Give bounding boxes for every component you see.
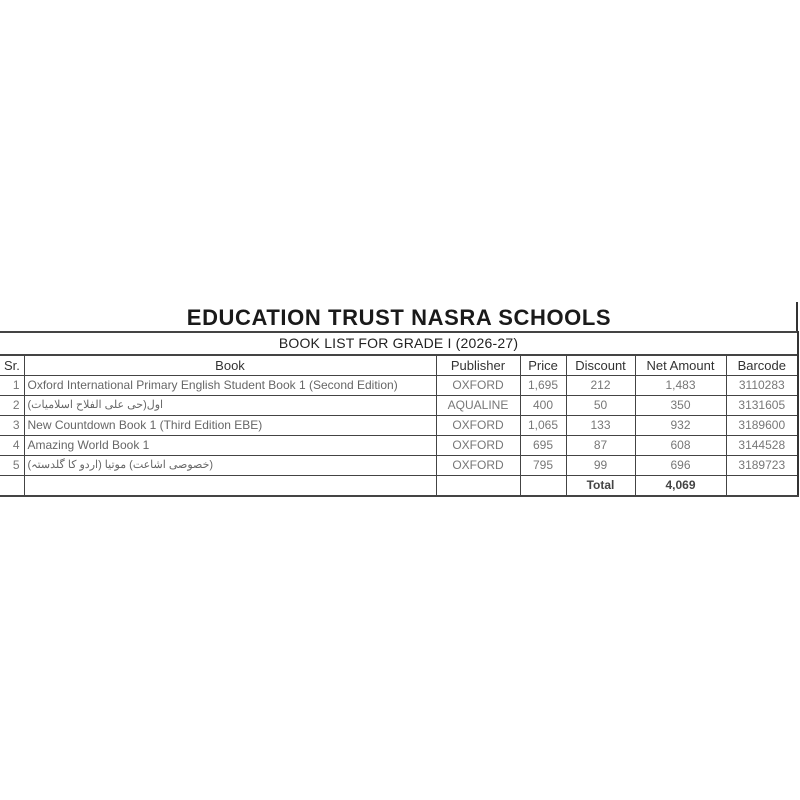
row-publisher: OXFORD — [436, 456, 520, 476]
total-net-amount: 4,069 — [635, 476, 726, 497]
total-row — [0, 476, 798, 497]
header-publisher: Publisher — [436, 355, 520, 376]
row-book — [24, 396, 436, 416]
row-net-amount: 350 — [635, 396, 726, 416]
book-list-table — [0, 331, 799, 497]
row-price: 695 — [520, 436, 566, 456]
row-barcode: 3189723 — [726, 456, 798, 476]
total-row-barcode-empty — [726, 476, 798, 497]
total-row-sr-empty — [0, 476, 24, 497]
header-discount: Discount — [566, 355, 635, 376]
row-book-text: اول(حی علی الفلاح اسلامیات) — [27, 399, 164, 411]
row-discount: 133 — [566, 416, 635, 436]
row-book: Oxford International Primary English Student Book 1 (Second Edition) — [24, 376, 436, 396]
row-sr: 3 — [0, 416, 24, 436]
table-header-row — [0, 355, 798, 376]
row-discount: 212 — [566, 376, 635, 396]
row-discount: 50 — [566, 396, 635, 416]
total-row-publisher-empty — [436, 476, 520, 497]
grade-subtitle: BOOK LIST FOR GRADE I (2026-27) — [0, 332, 798, 355]
row-publisher: OXFORD — [436, 376, 520, 396]
row-net-amount: 696 — [635, 456, 726, 476]
row-price: 795 — [520, 456, 566, 476]
row-book: Amazing World Book 1 — [24, 436, 436, 456]
total-label: Total — [566, 476, 635, 497]
row-price: 400 — [520, 396, 566, 416]
total-row-book-empty — [24, 476, 436, 497]
row-sr: 2 — [0, 396, 24, 416]
header-book: Book — [24, 355, 436, 376]
header-net-amount: Net Amount — [635, 355, 726, 376]
row-barcode: 3189600 — [726, 416, 798, 436]
row-net-amount: 932 — [635, 416, 726, 436]
table-row — [0, 436, 798, 456]
row-net-amount: 1,483 — [635, 376, 726, 396]
row-publisher: AQUALINE — [436, 396, 520, 416]
row-publisher: OXFORD — [436, 436, 520, 456]
row-sr: 4 — [0, 436, 24, 456]
header-price: Price — [520, 355, 566, 376]
table-row — [0, 456, 798, 476]
subtitle-row — [0, 332, 798, 355]
right-border — [796, 302, 798, 331]
row-discount: 99 — [566, 456, 635, 476]
row-book — [24, 456, 436, 476]
row-barcode: 3144528 — [726, 436, 798, 456]
row-sr: 5 — [0, 456, 24, 476]
row-barcode: 3110283 — [726, 376, 798, 396]
row-book: New Countdown Book 1 (Third Edition EBE) — [24, 416, 436, 436]
row-publisher: OXFORD — [436, 416, 520, 436]
table-row — [0, 396, 798, 416]
school-title: EDUCATION TRUST NASRA SCHOOLS — [186, 305, 612, 330]
header-sr: Sr. — [0, 355, 24, 376]
row-price: 1,695 — [520, 376, 566, 396]
row-discount: 87 — [566, 436, 635, 456]
header-barcode: Barcode — [726, 355, 798, 376]
row-barcode: 3131605 — [726, 396, 798, 416]
row-book-text: (خصوصی اشاعت) موتیا (اردو کا گلدستہ) — [27, 459, 214, 471]
table-row — [0, 416, 798, 436]
total-row-price-empty — [520, 476, 566, 497]
row-sr: 1 — [0, 376, 24, 396]
table-row — [0, 376, 798, 396]
row-price: 1,065 — [520, 416, 566, 436]
row-net-amount: 608 — [635, 436, 726, 456]
